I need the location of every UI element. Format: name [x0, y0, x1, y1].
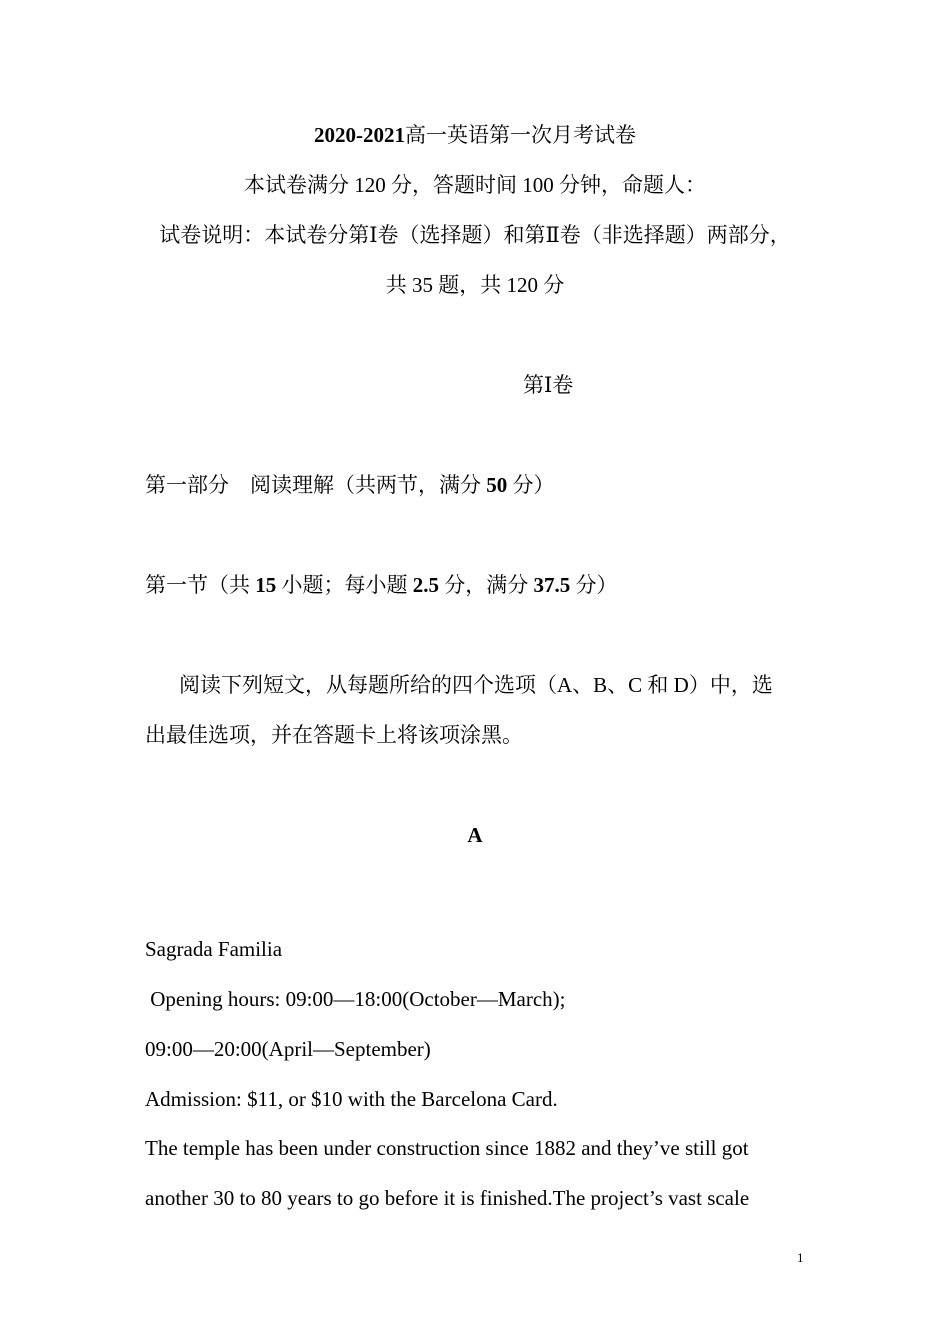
- title-year: 2020-2021: [314, 123, 405, 147]
- part-heading: [145, 471, 555, 499]
- exam-info: 本试卷满分 120 分，答题时间 100 分钟，命题人：: [244, 173, 706, 197]
- page-number: 1: [797, 1250, 804, 1265]
- passage-line-5: The temple has been under construction since 1882 and they’ve still got: [145, 1136, 749, 1160]
- passage-line-3: 09:00—20:00(April—September): [145, 1037, 431, 1061]
- passage-label: [0, 821, 950, 849]
- section-heading: [145, 571, 618, 599]
- volume-heading: 第Ⅰ卷: [523, 373, 574, 397]
- instructions-line1: 阅读下列短文，从每题所给的四个选项（A、B、C 和 D）中，选: [179, 673, 773, 697]
- section-total-score: 37.5: [533, 573, 571, 597]
- passage-line-6: another 30 to 80 years to go before it is finished.The project’s vast scale: [145, 1186, 750, 1210]
- part-heading-prefix: 第一部分 阅读理解（共两节，满分: [145, 473, 487, 497]
- exam-title: [0, 121, 950, 149]
- section-text-3: 分，满分: [439, 573, 534, 597]
- title-text: 高一英语第一次月考试卷: [405, 123, 636, 147]
- exam-description-line1: 试卷说明：本试卷分第Ⅰ卷（选择题）和第Ⅱ卷（非选择题）两部分，: [159, 223, 791, 247]
- passage-line-2: Opening hours: 09:00—18:00(October—March);: [145, 987, 566, 1011]
- instructions-line2: 出最佳选项，并在答题卡上将该项涂黑。: [145, 723, 523, 747]
- section-text-2: 小题；每小题: [276, 573, 413, 597]
- passage-label-text: A: [467, 823, 483, 847]
- part-heading-score: 50: [486, 473, 508, 497]
- section-per-score: 2.5: [412, 573, 439, 597]
- exam-description-line2: 共 35 题，共 120 分: [385, 273, 565, 297]
- section-text-4: 分）: [570, 573, 618, 597]
- section-text-1: 第一节（共: [145, 573, 256, 597]
- passage-line-1: Sagrada Familia: [145, 937, 283, 961]
- passage-line-4: Admission: $11, or $10 with the Barcelona Card.: [145, 1087, 558, 1111]
- part-heading-suffix: 分）: [507, 473, 555, 497]
- section-count: 15: [255, 573, 277, 597]
